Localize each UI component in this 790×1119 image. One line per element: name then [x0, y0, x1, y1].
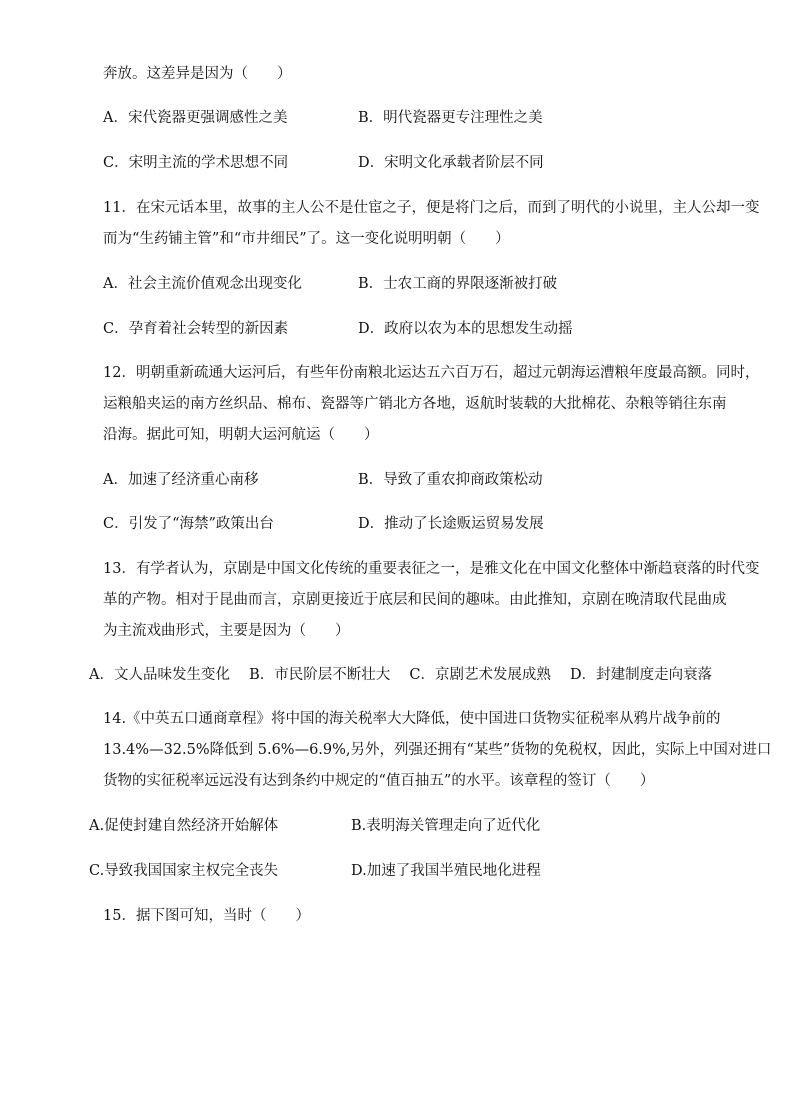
q14-stem-line3: 货物的实征税率远远没有达到条约中规定的“值百抽五”的水平。该章程的签订（ ） — [103, 773, 655, 789]
q12-option-c: C．引发了“海禁”政策出台 — [103, 516, 274, 532]
q13-stem-line2: 革的产物。相对于昆曲而言，京剧更接近于底层和民间的趣味。由此推知，京剧在晚清取代昆曲成 — [103, 592, 727, 608]
q12-option-d: D．推动了长途贩运贸易发展 — [358, 516, 544, 532]
q14-option-d: D.加速了我国半殖民地化进程 — [351, 863, 541, 879]
q12-stem-line3: 沿海。据此可知，明朝大运河航运（ ） — [103, 427, 379, 443]
q10-stem-tail: 奔放。这差异是因为（ ） — [103, 66, 292, 82]
q13-stem-line3: 为主流戏曲形式，主要是因为（ ） — [103, 623, 350, 639]
q14-stem-line2: 13.4%—32.5%降低到 5.6%—6.9%,另外，列强还拥有“某些”货物的免税权，因此，实际上中国对进口 — [103, 742, 772, 758]
q11-option-b: B．士农工商的界限逐渐被打破 — [358, 276, 558, 292]
q14-stem-line1: 14.《中英五口通商章程》将中国的海关税率大大降低，使中国进口货物实征税率从鸦片战争前的 — [103, 711, 721, 727]
q10-option-d: D．宋明文化承载者阶层不同 — [358, 155, 544, 171]
q12-stem-line1: 12．明朝重新疏通大运河后，有些年份南粮北运达五六百万石，超过元朝海运漕粮年度最高额。同时， — [103, 365, 760, 381]
q10-option-b: B．明代瓷器更专注理性之美 — [358, 110, 543, 126]
q13-options-line: A．文人品味发生变化 B．市民阶层不断壮大 C．京剧艺术发展成熟 D．封建制度走向衰落 — [89, 667, 713, 683]
q11-stem-line2: 而为“生药铺主管”和“市井细民”了。这一变化说明明朝（ ） — [103, 231, 510, 247]
q12-option-a: A．加速了经济重心南移 — [103, 472, 259, 488]
q13-stem-line1: 13．有学者认为，京剧是中国文化传统的重要表征之一，是雅文化在中国文化整体中渐趋衰落的时代变 — [103, 561, 760, 577]
q11-option-c: C．孕育着社会转型的新因素 — [103, 321, 289, 337]
q12-stem-line2: 运粮船夹运的南方丝织品、棉布、瓷器等广销北方各地，返航时装载的大批棉花、杂粮等销往东南 — [103, 396, 727, 412]
q10-option-c: C．宋明主流的学术思想不同 — [103, 155, 289, 171]
q11-option-d: D．政府以农为本的思想发生动摇 — [358, 321, 573, 337]
q14-option-b: B.表明海关管理走向了近代化 — [351, 818, 541, 834]
q10-option-a: A．宋代瓷器更强调感性之美 — [103, 110, 288, 126]
q12-option-b: B．导致了重农抑商政策松动 — [358, 472, 543, 488]
q14-option-a: A.促使封建自然经济开始解体 — [89, 818, 279, 834]
q11-stem-line1: 11．在宋元话本里，故事的主人公不是仕宦之子，便是将门之后，而到了明代的小说里，主人公却一变 — [103, 200, 760, 216]
q15-stem: 15．据下图可知，当时（ ） — [103, 908, 310, 924]
q14-option-c: C.导致我国国家主权完全丧失 — [89, 863, 279, 879]
q11-option-a: A．社会主流价值观念出现变化 — [103, 276, 302, 292]
